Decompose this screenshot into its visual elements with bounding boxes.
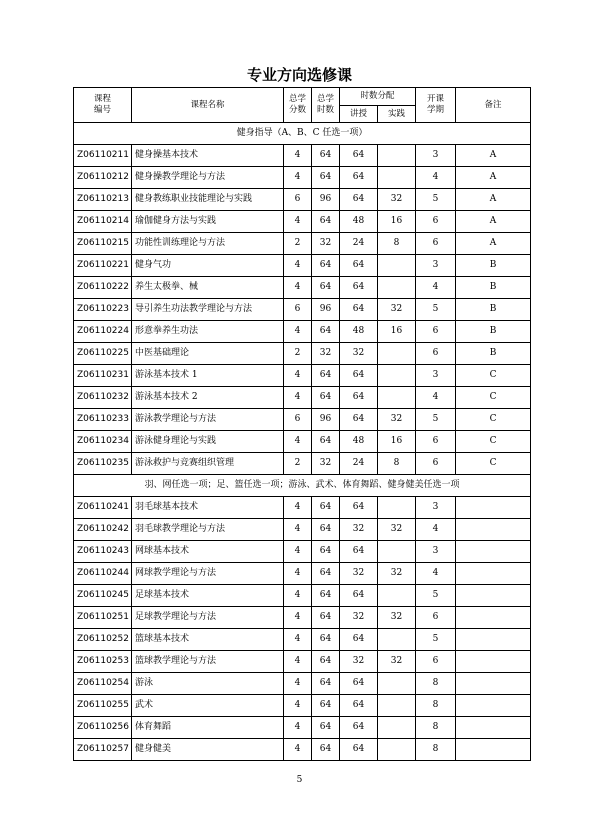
table-row — [74, 739, 531, 761]
note-cell: A — [456, 189, 531, 211]
total-credits-cell: 6 — [284, 299, 312, 321]
total-hours-cell: 96 — [312, 189, 340, 211]
lecture-hours-cell: 64 — [340, 255, 378, 277]
lecture-hours-cell: 64 — [340, 739, 378, 761]
term-cell: 6 — [416, 211, 456, 233]
course-table — [73, 87, 531, 761]
total-hours-cell: 64 — [312, 167, 340, 189]
practice-hours-cell: 32 — [378, 563, 416, 585]
total-credits-cell: 4 — [284, 629, 312, 651]
course-name-cell: 武术 — [132, 695, 284, 717]
lecture-hours-cell: 64 — [340, 189, 378, 211]
practice-hours-cell: 16 — [378, 321, 416, 343]
total-hours-cell: 64 — [312, 717, 340, 739]
total-credits-cell: 4 — [284, 607, 312, 629]
total-hours-cell: 64 — [312, 365, 340, 387]
practice-hours-cell: 32 — [378, 607, 416, 629]
table-row — [74, 387, 531, 409]
lecture-hours-cell: 64 — [340, 299, 378, 321]
course-name-cell: 网球教学理论与方法 — [132, 563, 284, 585]
table-row — [74, 299, 531, 321]
course-name-cell: 游泳基本技术 2 — [132, 387, 284, 409]
practice-hours-cell — [378, 255, 416, 277]
total-hours-cell: 64 — [312, 739, 340, 761]
total-credits-cell: 6 — [284, 409, 312, 431]
note-cell — [456, 585, 531, 607]
total-credits-cell: 4 — [284, 651, 312, 673]
lecture-hours-cell: 64 — [340, 409, 378, 431]
practice-hours-cell — [378, 343, 416, 365]
practice-hours-cell — [378, 387, 416, 409]
note-cell: A — [456, 211, 531, 233]
course-code-cell: Z06110231 — [74, 365, 132, 387]
total-credits-cell: 4 — [284, 739, 312, 761]
note-cell — [456, 651, 531, 673]
header-course-name: 课程名称 — [132, 88, 284, 123]
note-cell — [456, 717, 531, 739]
note-cell: B — [456, 299, 531, 321]
note-cell — [456, 673, 531, 695]
note-cell — [456, 629, 531, 651]
course-code-cell: Z06110253 — [74, 651, 132, 673]
course-code-cell: Z06110233 — [74, 409, 132, 431]
note-cell: B — [456, 343, 531, 365]
lecture-hours-cell: 48 — [340, 321, 378, 343]
course-code-cell: Z06110257 — [74, 739, 132, 761]
course-code-cell: Z06110254 — [74, 673, 132, 695]
note-cell: B — [456, 277, 531, 299]
course-name-cell: 游泳 — [132, 673, 284, 695]
course-code-cell: Z06110256 — [74, 717, 132, 739]
course-code-cell: Z06110234 — [74, 431, 132, 453]
course-name-cell: 养生太极拳、械 — [132, 277, 284, 299]
course-code-cell: Z06110241 — [74, 497, 132, 519]
lecture-hours-cell: 64 — [340, 497, 378, 519]
table-row — [74, 233, 531, 255]
course-code-cell: Z06110251 — [74, 607, 132, 629]
total-credits-cell: 4 — [284, 497, 312, 519]
course-name-cell: 健身气功 — [132, 255, 284, 277]
term-cell: 6 — [416, 453, 456, 475]
term-cell: 5 — [416, 629, 456, 651]
term-cell: 8 — [416, 695, 456, 717]
course-name-cell: 篮球基本技术 — [132, 629, 284, 651]
total-credits-cell: 2 — [284, 453, 312, 475]
term-cell: 8 — [416, 673, 456, 695]
total-hours-cell: 64 — [312, 563, 340, 585]
course-name-cell: 健身教练职业技能理论与实践 — [132, 189, 284, 211]
total-hours-cell: 64 — [312, 431, 340, 453]
course-code-cell: Z06110221 — [74, 255, 132, 277]
group-label: 健身指导（A、B、C 任选一项） — [74, 123, 531, 145]
total-hours-cell: 32 — [312, 233, 340, 255]
total-hours-cell: 64 — [312, 321, 340, 343]
total-hours-cell: 64 — [312, 541, 340, 563]
term-cell: 5 — [416, 409, 456, 431]
practice-hours-cell: 32 — [378, 651, 416, 673]
note-cell: B — [456, 321, 531, 343]
total-credits-cell: 4 — [284, 695, 312, 717]
table-row — [74, 167, 531, 189]
term-cell: 4 — [416, 387, 456, 409]
term-cell: 5 — [416, 585, 456, 607]
total-hours-cell: 64 — [312, 695, 340, 717]
practice-hours-cell — [378, 145, 416, 167]
table-row — [74, 277, 531, 299]
practice-hours-cell — [378, 497, 416, 519]
course-name-cell: 中医基础理论 — [132, 343, 284, 365]
header-term: 开课 学期 — [416, 88, 456, 123]
header-total-hours: 总学 时数 — [312, 88, 340, 123]
page-title: 专业方向选修课 — [246, 66, 352, 84]
course-name-cell: 羽毛球基本技术 — [132, 497, 284, 519]
course-code-cell: Z06110211 — [74, 145, 132, 167]
table-row — [74, 255, 531, 277]
course-code-cell: Z06110213 — [74, 189, 132, 211]
term-cell: 4 — [416, 519, 456, 541]
practice-hours-cell — [378, 673, 416, 695]
total-hours-cell: 64 — [312, 387, 340, 409]
total-credits-cell: 4 — [284, 255, 312, 277]
total-hours-cell: 64 — [312, 607, 340, 629]
course-code-cell: Z06110242 — [74, 519, 132, 541]
total-hours-cell: 64 — [312, 211, 340, 233]
term-cell: 6 — [416, 343, 456, 365]
term-cell: 5 — [416, 189, 456, 211]
course-name-cell: 足球教学理论与方法 — [132, 607, 284, 629]
total-hours-cell: 32 — [312, 453, 340, 475]
course-code-cell: Z06110214 — [74, 211, 132, 233]
total-credits-cell: 4 — [284, 519, 312, 541]
total-credits-cell: 4 — [284, 365, 312, 387]
term-cell: 6 — [416, 321, 456, 343]
lecture-hours-cell: 32 — [340, 651, 378, 673]
lecture-hours-cell: 64 — [340, 695, 378, 717]
course-code-cell: Z06110245 — [74, 585, 132, 607]
course-name-cell: 瑜伽健身方法与实践 — [132, 211, 284, 233]
note-cell — [456, 519, 531, 541]
practice-hours-cell — [378, 629, 416, 651]
lecture-hours-cell: 32 — [340, 343, 378, 365]
course-code-cell: Z06110232 — [74, 387, 132, 409]
lecture-hours-cell: 24 — [340, 233, 378, 255]
total-hours-cell: 64 — [312, 255, 340, 277]
course-name-cell: 健身健美 — [132, 739, 284, 761]
total-hours-cell: 64 — [312, 497, 340, 519]
lecture-hours-cell: 64 — [340, 365, 378, 387]
practice-hours-cell: 32 — [378, 519, 416, 541]
page-number: 5 — [296, 775, 303, 785]
note-cell: A — [456, 233, 531, 255]
note-cell — [456, 695, 531, 717]
practice-hours-cell: 8 — [378, 233, 416, 255]
note-cell — [456, 739, 531, 761]
note-cell — [456, 497, 531, 519]
total-credits-cell: 4 — [284, 563, 312, 585]
course-name-cell: 体育舞蹈 — [132, 717, 284, 739]
total-credits-cell: 6 — [284, 189, 312, 211]
course-code-cell: Z06110244 — [74, 563, 132, 585]
total-credits-cell: 4 — [284, 541, 312, 563]
table-row — [74, 431, 531, 453]
header-practice: 实践 — [378, 106, 416, 123]
header-course-code: 课程 编号 — [74, 88, 132, 123]
lecture-hours-cell: 64 — [340, 673, 378, 695]
practice-hours-cell — [378, 585, 416, 607]
practice-hours-cell — [378, 717, 416, 739]
table-row — [74, 607, 531, 629]
table-row — [74, 519, 531, 541]
course-name-cell: 游泳健身理论与实践 — [132, 431, 284, 453]
total-credits-cell: 4 — [284, 277, 312, 299]
term-cell: 5 — [416, 299, 456, 321]
total-credits-cell: 4 — [284, 211, 312, 233]
course-name-cell: 导引养生功法教学理论与方法 — [132, 299, 284, 321]
term-cell: 4 — [416, 167, 456, 189]
header-total-credits: 总学 分数 — [284, 88, 312, 123]
table-row — [74, 409, 531, 431]
term-cell: 6 — [416, 607, 456, 629]
total-credits-cell: 4 — [284, 145, 312, 167]
note-cell: C — [456, 409, 531, 431]
table-row — [74, 321, 531, 343]
note-cell: C — [456, 453, 531, 475]
table-row — [74, 673, 531, 695]
total-credits-cell: 4 — [284, 717, 312, 739]
practice-hours-cell: 32 — [378, 299, 416, 321]
course-code-cell: Z06110235 — [74, 453, 132, 475]
total-hours-cell: 96 — [312, 409, 340, 431]
lecture-hours-cell: 64 — [340, 717, 378, 739]
total-credits-cell: 4 — [284, 673, 312, 695]
group-header-row — [74, 475, 531, 497]
lecture-hours-cell: 64 — [340, 277, 378, 299]
course-name-cell: 游泳教学理论与方法 — [132, 409, 284, 431]
lecture-hours-cell: 64 — [340, 541, 378, 563]
practice-hours-cell — [378, 739, 416, 761]
lecture-hours-cell: 32 — [340, 563, 378, 585]
course-code-cell: Z06110252 — [74, 629, 132, 651]
lecture-hours-cell: 64 — [340, 167, 378, 189]
note-cell: A — [456, 145, 531, 167]
total-hours-cell: 64 — [312, 519, 340, 541]
course-code-cell: Z06110255 — [74, 695, 132, 717]
term-cell: 3 — [416, 365, 456, 387]
lecture-hours-cell: 64 — [340, 387, 378, 409]
term-cell: 6 — [416, 431, 456, 453]
course-name-cell: 羽毛球教学理论与方法 — [132, 519, 284, 541]
practice-hours-cell: 8 — [378, 453, 416, 475]
course-code-cell: Z06110212 — [74, 167, 132, 189]
total-hours-cell: 96 — [312, 299, 340, 321]
note-cell: C — [456, 387, 531, 409]
total-hours-cell: 32 — [312, 343, 340, 365]
lecture-hours-cell: 64 — [340, 145, 378, 167]
table-row — [74, 629, 531, 651]
table-row — [74, 563, 531, 585]
note-cell: B — [456, 255, 531, 277]
total-credits-cell: 2 — [284, 343, 312, 365]
course-name-cell: 游泳救护与竞赛组织管理 — [132, 453, 284, 475]
total-credits-cell: 4 — [284, 321, 312, 343]
table-row — [74, 365, 531, 387]
total-credits-cell: 4 — [284, 167, 312, 189]
course-code-cell: Z06110224 — [74, 321, 132, 343]
term-cell: 6 — [416, 233, 456, 255]
group-label: 羽、网任选一项；足、篮任选一项；游泳、武术、体育舞蹈、健身健美任选一项 — [74, 475, 531, 497]
course-name-cell: 游泳基本技术 1 — [132, 365, 284, 387]
practice-hours-cell: 32 — [378, 189, 416, 211]
table-row — [74, 585, 531, 607]
header-lecture: 讲授 — [340, 106, 378, 123]
total-credits-cell: 2 — [284, 233, 312, 255]
term-cell: 3 — [416, 255, 456, 277]
total-credits-cell: 4 — [284, 585, 312, 607]
header-hours-distribution: 时数分配 — [340, 88, 416, 106]
practice-hours-cell — [378, 541, 416, 563]
course-name-cell: 健身操基本技术 — [132, 145, 284, 167]
group-header-row — [74, 123, 531, 145]
table-row — [74, 497, 531, 519]
term-cell: 4 — [416, 563, 456, 585]
course-code-cell: Z06110223 — [74, 299, 132, 321]
total-credits-cell: 4 — [284, 387, 312, 409]
lecture-hours-cell: 48 — [340, 211, 378, 233]
term-cell: 8 — [416, 739, 456, 761]
total-credits-cell: 4 — [284, 431, 312, 453]
lecture-hours-cell: 24 — [340, 453, 378, 475]
term-cell: 3 — [416, 541, 456, 563]
practice-hours-cell: 32 — [378, 409, 416, 431]
course-code-cell: Z06110215 — [74, 233, 132, 255]
practice-hours-cell — [378, 277, 416, 299]
header-note: 备注 — [456, 88, 531, 123]
practice-hours-cell — [378, 695, 416, 717]
note-cell: A — [456, 167, 531, 189]
lecture-hours-cell: 64 — [340, 629, 378, 651]
term-cell: 8 — [416, 717, 456, 739]
practice-hours-cell — [378, 167, 416, 189]
total-hours-cell: 64 — [312, 585, 340, 607]
lecture-hours-cell: 64 — [340, 585, 378, 607]
table-row — [74, 541, 531, 563]
course-code-cell: Z06110225 — [74, 343, 132, 365]
note-cell: C — [456, 431, 531, 453]
note-cell — [456, 541, 531, 563]
total-hours-cell: 64 — [312, 651, 340, 673]
table-row — [74, 189, 531, 211]
term-cell: 4 — [416, 277, 456, 299]
term-cell: 3 — [416, 145, 456, 167]
practice-hours-cell: 16 — [378, 211, 416, 233]
table-row — [74, 343, 531, 365]
course-name-cell: 功能性训练理论与方法 — [132, 233, 284, 255]
table-row — [74, 211, 531, 233]
practice-hours-cell: 16 — [378, 431, 416, 453]
course-name-cell: 篮球教学理论与方法 — [132, 651, 284, 673]
lecture-hours-cell: 32 — [340, 519, 378, 541]
lecture-hours-cell: 32 — [340, 607, 378, 629]
course-code-cell: Z06110243 — [74, 541, 132, 563]
total-hours-cell: 64 — [312, 673, 340, 695]
term-cell: 3 — [416, 497, 456, 519]
header-row — [74, 88, 531, 106]
note-cell — [456, 563, 531, 585]
note-cell: C — [456, 365, 531, 387]
table-row — [74, 717, 531, 739]
course-code-cell: Z06110222 — [74, 277, 132, 299]
course-name-cell: 网球基本技术 — [132, 541, 284, 563]
lecture-hours-cell: 48 — [340, 431, 378, 453]
term-cell: 6 — [416, 651, 456, 673]
table-row — [74, 651, 531, 673]
course-name-cell: 形意拳养生功法 — [132, 321, 284, 343]
practice-hours-cell — [378, 365, 416, 387]
total-hours-cell: 64 — [312, 145, 340, 167]
course-name-cell: 健身操教学理论与方法 — [132, 167, 284, 189]
total-hours-cell: 64 — [312, 629, 340, 651]
course-name-cell: 足球基本技术 — [132, 585, 284, 607]
total-hours-cell: 64 — [312, 277, 340, 299]
table-row — [74, 695, 531, 717]
note-cell — [456, 607, 531, 629]
table-row — [74, 453, 531, 475]
table-row — [74, 145, 531, 167]
